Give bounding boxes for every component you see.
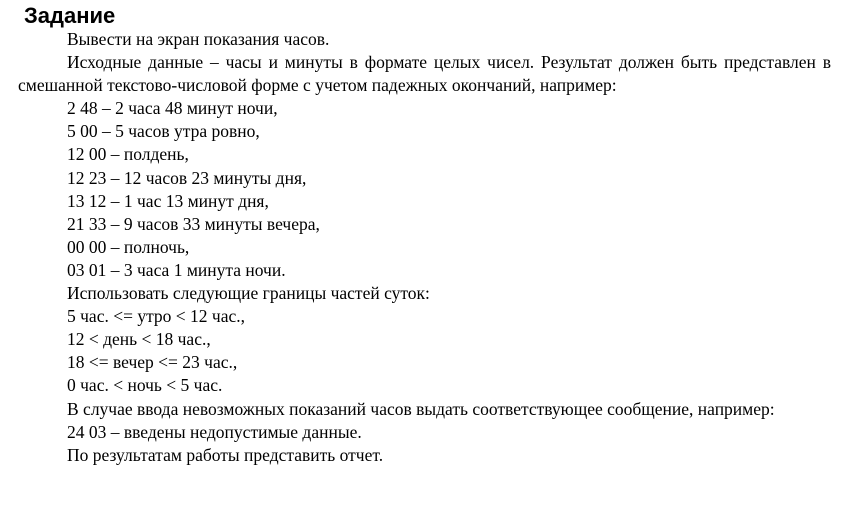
bounds-intro: Использовать следующие границы частей суток: [67, 283, 430, 304]
bounds-list [18, 305, 831, 397]
example-item: 5 00 – 5 часов утра ровно, [67, 121, 260, 142]
example-item: 2 48 – 2 часа 48 минут ночи, [67, 98, 278, 119]
example-item: 03 01 – 3 часа 1 минута ночи. [67, 259, 286, 280]
example-item: 13 12 – 1 час 13 минут дня, [67, 190, 269, 211]
input-description-text: Исходные данные – часы и минуты в формате целых чисел. Результат должен быть представлен в смешанной текстово-числовой форме с учетом падежных окончаний, например: [18, 52, 831, 96]
bound-item: 18 <= вечер <= 23 час., [67, 352, 238, 373]
input-description-paragraph [18, 51, 831, 97]
document-title: Задание [24, 3, 116, 28]
invalid-example: 24 03 – введены недопустимые данные. [67, 421, 362, 442]
bound-item: 12 < день < 18 час., [67, 329, 211, 350]
bound-item: 0 час. < ночь < 5 час. [67, 375, 223, 396]
document-body [18, 28, 831, 467]
report-statement: По результатам работы представить отчет. [67, 444, 384, 465]
example-item: 00 00 – полночь, [67, 236, 190, 257]
invalid-input-text: В случае ввода невозможных показаний часов выдать соответствующее сообщение, например: [67, 398, 775, 419]
bound-item: 5 час. <= утро < 12 час., [67, 306, 246, 327]
example-item: 12 00 – полдень, [67, 144, 189, 165]
examples-list [18, 97, 831, 282]
example-item: 12 23 – 12 часов 23 минуты дня, [67, 167, 307, 188]
example-item: 21 33 – 9 часов 33 минуты вечера, [67, 213, 320, 234]
task-statement: Вывести на экран показания часов. [67, 29, 330, 49]
invalid-input-paragraph [18, 398, 831, 421]
